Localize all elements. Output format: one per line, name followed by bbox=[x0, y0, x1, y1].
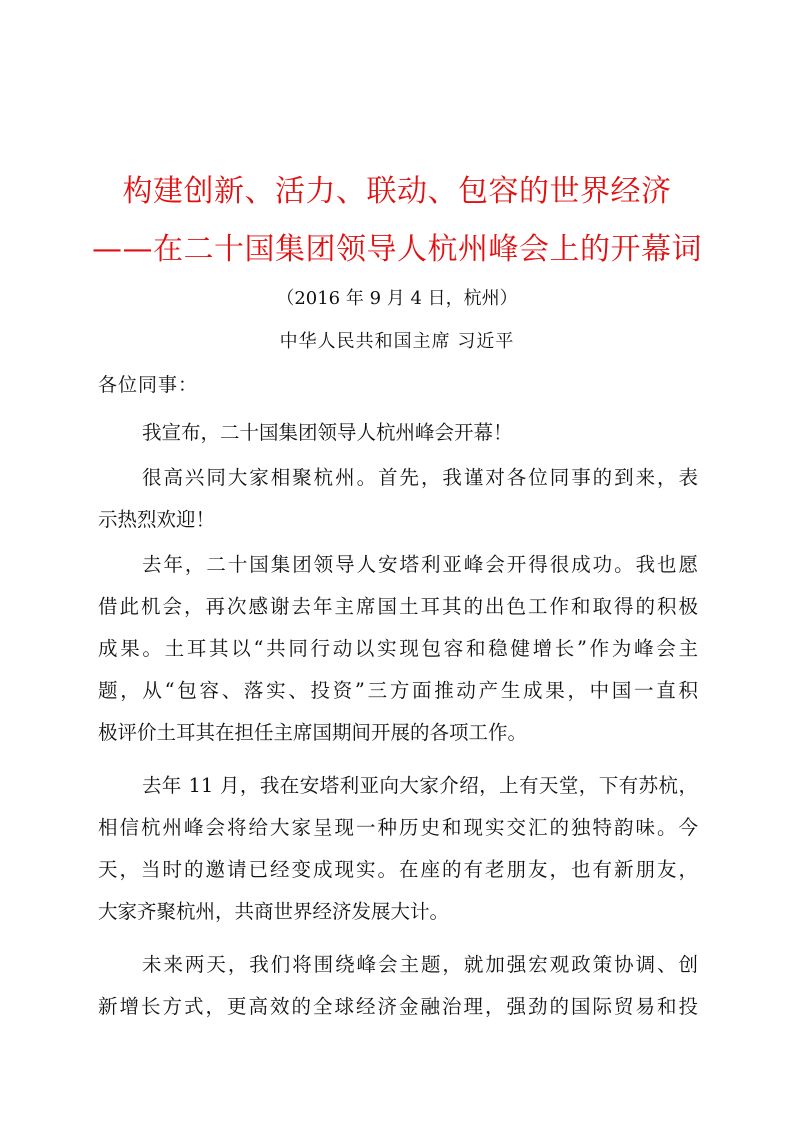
paragraph-line: 大家齐聚杭州，共商世界经济发展大计。 bbox=[98, 900, 450, 923]
paragraph-line: 借此机会，再次感谢去年主席国土耳其的出色工作和取得的积极 bbox=[98, 595, 698, 618]
paragraph-line: 极评价土耳其在担任主席国期间开展的各项工作。 bbox=[98, 721, 528, 744]
salutation: 各位同事： bbox=[98, 374, 199, 396]
title-line-1: 构建创新、活力、联动、包容的世界经济 bbox=[122, 174, 672, 209]
paragraph-line: 示热烈欢迎！ bbox=[98, 508, 216, 531]
paragraph-2 bbox=[98, 457, 698, 541]
paragraph-line: 题，从“包容、落实、投资”三方面推动产生成果，中国一直积 bbox=[98, 679, 698, 702]
paragraph-line: 去年 11 月，我在安塔利亚向大家介绍，上有天堂，下有苏杭， bbox=[142, 774, 698, 797]
speaker-line: 中华人民共和国主席 习近平 bbox=[279, 331, 515, 352]
paragraph-line: 很高兴同大家相聚杭州。首先，我谨对各位同事的到来，表 bbox=[142, 466, 698, 489]
date-line: （2016 年 9 月 4 日，杭州） bbox=[276, 288, 518, 309]
paragraph-line: 天，当时的邀请已经变成现实。在座的有老朋友，也有新朋友， bbox=[98, 858, 698, 881]
paragraph-line: 相信杭州峰会将给大家呈现一种历史和现实交汇的独特韵味。今 bbox=[98, 816, 698, 839]
title-line-2: ——在二十国集团领导人杭州峰会上的开幕词 bbox=[92, 232, 702, 267]
paragraph-line: 新增长方式，更高效的全球经济金融治理，强劲的国际贸易和投 bbox=[98, 995, 698, 1018]
paragraph-3 bbox=[98, 544, 698, 754]
paragraph-line: 未来两天，我们将围绕峰会主题，就加强宏观政策协调、创 bbox=[142, 953, 698, 976]
paragraph-1 bbox=[98, 412, 698, 454]
paragraph-5 bbox=[98, 944, 698, 1028]
paragraph-line: 成果。土耳其以“共同行动以实现包容和稳健增长”作为峰会主 bbox=[98, 637, 698, 660]
paragraph-line: 我宣布，二十国集团领导人杭州峰会开幕！ bbox=[142, 421, 513, 444]
paragraph-4 bbox=[98, 765, 698, 933]
paragraph-line: 去年，二十国集团领导人安塔利亚峰会开得很成功。我也愿 bbox=[142, 553, 698, 576]
